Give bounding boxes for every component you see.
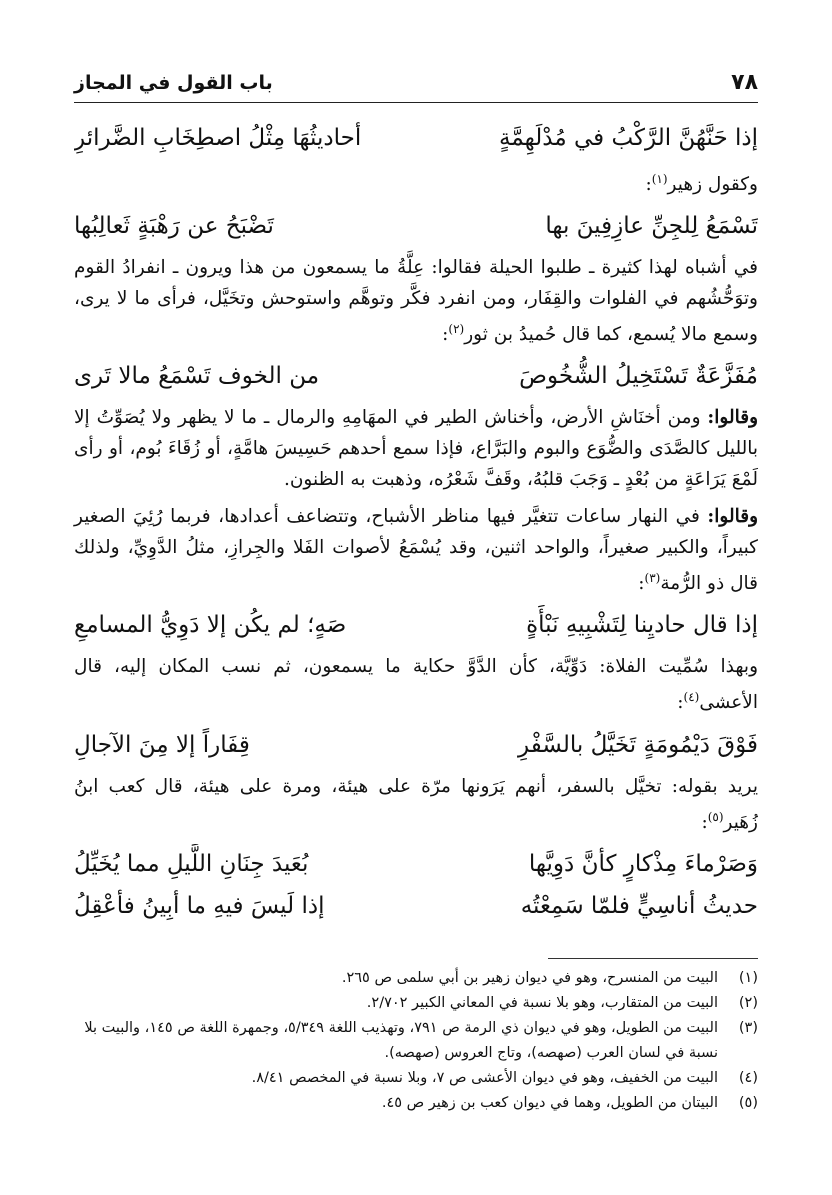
paragraph-tail: : — [442, 324, 449, 346]
paragraph-tail: : — [645, 174, 652, 196]
paragraph — [74, 651, 758, 718]
verse-hemistich-first: مُفَزَّعَةٌ تَسْتَخِيلُ الشُّخُوصَ — [519, 363, 758, 390]
verse-hemistich-first: فَوْقَ دَيْمُومَةٍ تَخَيَّلُ بالسَّفْرِ — [518, 731, 758, 758]
paragraph-tail: : — [677, 692, 684, 714]
footnote-ref: (٥) — [707, 809, 724, 824]
verse-line — [74, 118, 758, 160]
footnote-ref: (٤) — [683, 690, 700, 705]
footnote — [74, 991, 758, 1016]
paragraph — [74, 501, 758, 599]
page-header — [74, 62, 758, 103]
verse-hemistich-first: تَسْمَعُ لِلجِنِّ عازِفِينَ بها — [545, 213, 758, 240]
verse-line — [74, 725, 758, 767]
footnote-number: (٣) — [738, 1020, 758, 1036]
footnote-text: البيت من المتقارب، وهو بلا نسبة في المعاني الكبير ٢/٧٠٢. — [366, 995, 718, 1011]
footnote-ref: (٣) — [644, 571, 661, 586]
paragraph-tail: : — [638, 573, 645, 595]
paragraph — [74, 771, 758, 838]
verse-hemistich-second: من الخوف تَسْمَعُ مالا تَرى — [74, 363, 320, 390]
paragraph-text: يريد بقوله: تخيَّل بالسفر، أنهم يَرَونها مرّة على هيئة، ومرة على هيئة، قال كعب ابنُ زُهَير — [74, 775, 758, 833]
verse-hemistich-second: بُعَيدَ جِنَانِ اللَّيلِ مما يُخَيِّلُ — [74, 850, 309, 877]
footnote — [74, 1066, 758, 1091]
footnote-number: (٤) — [738, 1070, 758, 1086]
footnote-ref: (١) — [651, 172, 668, 186]
paragraph-text: في أشباه لهذا كثيرة ـ طلبوا الحيلة فقالوا: عِلَّةُ ما يسمعون من هذا ويرون ـ انفرادُ القوم وتوَحُّشُهم في الفلوات والقِفَار، ومن انفرد فكَّر وتوهَّم واستوحش وتخَيَّل، فرأى ما لا يرى، وسمع مالا يُسمع، كما قال حُميدُ بن ثور — [74, 257, 758, 346]
verse-hemistich-second: قِفَاراً إلا مِنَ الآجالِ — [74, 731, 250, 758]
page-body — [74, 118, 758, 928]
verse-hemistich-second: تَضْبَحُ عن رَهْبَةٍ ثَعالِبُها — [74, 213, 274, 240]
footnote-text: البيت من الطويل، وهو في ديوان ذي الرمة ص ٧٩١، وتهذيب اللغة ٥/٣٤٩، وجمهرة اللغة ص ١٤٥، والبيت بلا نسبة في لسان العرب (صهصه)، وتاج العروس (صهصه). — [84, 1020, 718, 1061]
footnote-text: البيتان من الطويل، وهما في ديوان كعب بن زهير ص ٤٥. — [381, 1095, 718, 1111]
paragraph-text: في النهار ساعات تتغيَّر فيها مناظر الأشباح، وتتضاعف أعدادها، فربما رُئِيَ الصغير كبيراً، والكبير صغيراً، والواحد اثنين، وقد يُسْمَعُ لأصوات الفَلا والجِرازِ، مثلُ الدَّوِيِّ، ولذلك قال ذو الرُّمة — [74, 506, 758, 595]
paragraph-text: وبهذا سُمِّيت الفلاة: دَوِّيَّة، كأن الدَّوَّ حكاية ما يسمعون، ثم نسب المكان إليه، قال الأعشى — [74, 656, 758, 714]
verse-hemistich-first: إذا قال حاديِنا لِتَشْبِيهِ نَبْأَةٍ — [526, 612, 758, 639]
verse-line — [74, 206, 758, 248]
footnote — [74, 1091, 758, 1116]
verse-line — [74, 605, 758, 647]
verse-hemistich-first: وَصَرْماءَ مِذْكارٍ كأنَّ دَوِيَّها — [528, 850, 758, 877]
verse-line — [74, 356, 758, 398]
paragraph — [74, 164, 758, 200]
paragraph-text: ومن أخنَاشِ الأرض، وأخناش الطير في المهَامِهِ والرمال ـ ما لا يظهر ولا يُصَوِّتُ إلا بالليل كالصَّدَى والضُّوَع والبوم والبَرَّاع، فإذا سمع أحدهم حَسِيسَ هامَّةٍ، أو زُقَاءَ بُوم، أو رأى لَمْعَ يَرَاعَةٍ من بُعْدٍ ـ وَجَبَ قلبُهُ، وقَفَّ شَعْرُه، وذهبت به الظنون. — [74, 407, 758, 491]
footnote — [74, 1016, 758, 1066]
page-number: ٧٨ — [731, 70, 758, 95]
paragraph-lead: وقالوا: — [707, 407, 758, 429]
paragraph-tail: : — [701, 811, 708, 833]
paragraph-text: وكقول زهير — [667, 174, 758, 196]
paragraph — [74, 252, 758, 350]
verse-hemistich-second: إذا لَيسَ فيهِ ما أبِينُ فأعْقِلُ — [74, 892, 325, 919]
footnotes — [74, 966, 758, 1116]
verse-line — [74, 886, 758, 928]
verse-line — [74, 844, 758, 886]
footnote-rule — [548, 958, 758, 959]
footnote-number: (٥) — [738, 1095, 758, 1111]
footnote-text: البيت من المنسرح، وهو في ديوان زهير بن أبي سلمى ص ٢٦٥. — [341, 970, 718, 986]
verse-hemistich-second: صَهٍ؛ لم يكُن إلا دَوِيُّ المسامعِ — [74, 612, 347, 639]
paragraph-lead: وقالوا: — [707, 506, 758, 528]
verse-hemistich-first: إذا حَنَّهُنَّ الرَّكْبُ في مُدْلَهِمَّةٍ — [499, 125, 758, 151]
footnote-text: البيت من الخفيف، وهو في ديوان الأعشى ص ٧، وبلا نسبة في المخصص ٨/٤١. — [251, 1070, 718, 1086]
footnote-number: (٢) — [738, 995, 758, 1011]
footnote-number: (١) — [738, 970, 758, 986]
verse-hemistich-first: حديثُ أناسِيٍّ فلمّا سَمِعْتُه — [520, 892, 758, 919]
verse-hemistich-second: أحاديثُهَا مِثْلُ اصطِخَابِ الضَّرائرِ — [74, 125, 362, 151]
paragraph — [74, 402, 758, 495]
running-title: باب القول في المجاز — [74, 72, 273, 94]
footnote — [74, 966, 758, 991]
footnote-ref: (٢) — [448, 322, 465, 337]
